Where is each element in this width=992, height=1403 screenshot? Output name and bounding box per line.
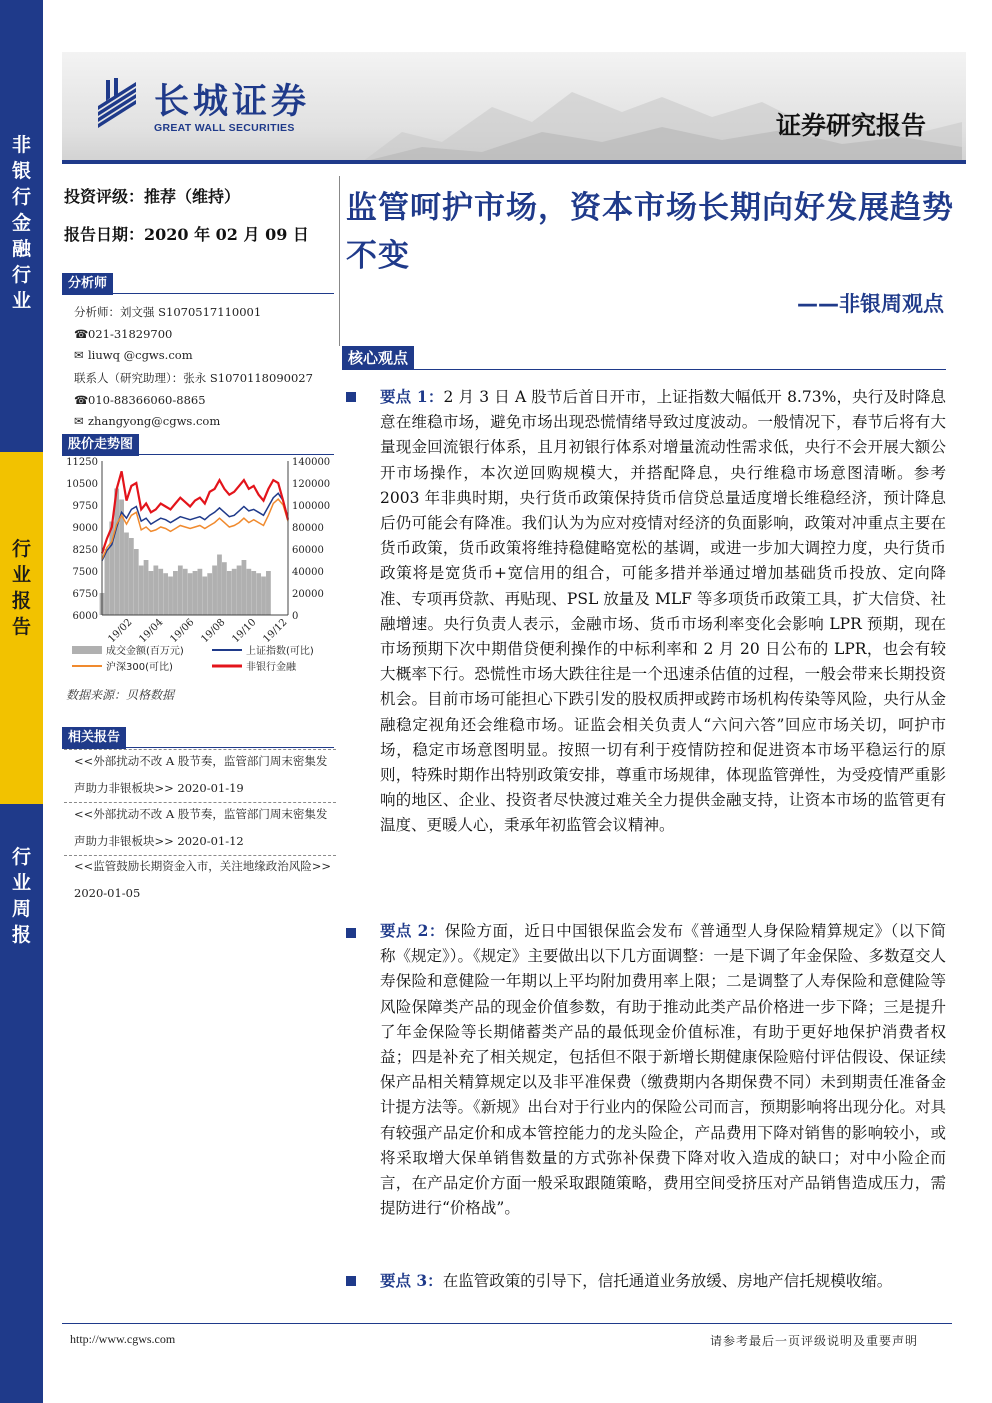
volume-bar (246, 569, 251, 615)
y-left-tick-label: 11250 (66, 457, 98, 468)
side-label-char: 报 (11, 924, 31, 946)
report-subtitle: ——非银周观点 (797, 292, 944, 316)
side-label-char: 行 (11, 538, 31, 560)
volume-bar (212, 566, 217, 616)
contact-email (74, 414, 220, 428)
legend-label: 沪深300(可比) (106, 662, 173, 673)
price-trend-chart (62, 453, 342, 681)
envelope-icon: ✉ (74, 414, 84, 428)
volume-bar (153, 566, 158, 616)
volume-bar (134, 549, 139, 615)
core-views-heading-label: 核心观点 (342, 346, 414, 370)
side-label-char: 银 (11, 160, 31, 182)
key-point-3-text: 在监管政策的引导下，信托通道业务放缓、房地产信托规模收缩。 (442, 1272, 893, 1290)
analyst-heading-label: 分析师 (62, 273, 113, 295)
volume-bar (217, 555, 222, 616)
y-left-tick-label: 6750 (72, 589, 98, 600)
x-tick-label: 19/10 (230, 616, 259, 646)
x-tick-label: 19/08 (199, 616, 228, 646)
volume-bar (251, 571, 256, 615)
y-left-tick-label: 8250 (72, 545, 98, 556)
y-right-tick-label: 40000 (292, 567, 324, 578)
analyst-phone (74, 327, 172, 341)
volume-bar (144, 560, 149, 615)
data-source: 数据来源：贝格数据 (66, 688, 175, 702)
contact-phone (74, 393, 206, 407)
side-label-char: 告 (11, 616, 31, 638)
volume-bar (149, 571, 154, 615)
side-label-char: 行 (11, 846, 31, 868)
y-left-tick-label: 10500 (66, 479, 98, 490)
phone-icon: ☎ (74, 393, 89, 407)
volume-bar (105, 549, 110, 615)
core-views-heading (342, 346, 946, 370)
volume-bar (207, 573, 212, 615)
analyst-phone-number: 021-31829700 (88, 327, 173, 341)
contact-email-address: zhangyong@cgws.com (88, 414, 221, 428)
side-label-industry (0, 0, 43, 452)
legend-swatch (72, 646, 102, 654)
legend-label: 成交金额(百万元) (106, 646, 184, 657)
y-left-tick-label: 9750 (72, 501, 98, 512)
contact-name: 联系人（研究助理）：张永 S1070118090027 (74, 371, 313, 385)
volume-bar (261, 577, 266, 616)
y-left-tick-label: 7500 (72, 567, 98, 578)
volume-bar (124, 533, 129, 616)
volume-bar (163, 573, 168, 615)
phone-icon: ☎ (74, 327, 89, 341)
related-reports-heading-label: 相关报告 (62, 727, 126, 749)
y-left-tick-label: 9000 (72, 523, 98, 534)
key-point-2-text: 保险方面，近日中国银保监会发布《普通型人身保险精算规定》（以下简称《规定》）。《规定》主要做出以下几方面调整：一是下调了年金保险、多数趸交人寿保险和意健险一年期以上平均附加费用率上限；二是调整了人寿保险和意健险等风险保障类产品的现金价值参数，有助于推动此类产品价格进一步下降；三是提升了年金保险等长期储蓄类产品的最低现金价值标准，有助于更好地保护消费者权益；四是补充了相关规定，包括但不限于新增长期健康保险赔付评估假设、保证续保产品相关精算规定以及非平准保费（缴费期内各期保费不同）未到期责任准备金计提方法等。《新规》出台对于行业内的保险公司而言，预期影响将出现分化。对具有较强产品定价和成本管控能力的龙头险企，产品费用下降对销售的影响较小，或将采取增大保单销售数量的方式弥补保费下降对收入造成的缺口；对中小险企而言，在产品定价方面一般采取跟随策略，费用空间受挤压对产品销售造成压力，需提防进行“价格战”。 (380, 922, 946, 1218)
y-left-tick-label: 6000 (72, 611, 98, 622)
header-banner (62, 52, 966, 162)
logo-english-name: GREAT WALL SECURITIES (154, 122, 295, 134)
logo-chinese-name: 长城证券 (154, 82, 311, 122)
side-label-report-type (0, 452, 43, 804)
footer-rule (62, 1323, 952, 1324)
side-label-char: 金 (11, 212, 31, 234)
price-chart-heading-label: 股价走势图 (62, 434, 139, 456)
analyst-section-heading (62, 272, 334, 294)
report-type-label: 证券研究报告 (775, 111, 926, 140)
volume-bar (227, 571, 232, 615)
volume-bar (178, 566, 183, 616)
great-wall-logo-icon (96, 76, 138, 132)
side-label-char: 业 (11, 290, 31, 312)
x-tick-label: 19/06 (168, 616, 197, 646)
report-title: 监管呵护市场，资本市场长期向好发展趋势不变 (346, 190, 954, 274)
x-tick-label: 19/04 (137, 616, 166, 646)
volume-bar (193, 571, 198, 615)
side-label-char: 非 (11, 134, 31, 156)
volume-bar (188, 573, 193, 615)
key-point-2 (380, 918, 946, 1221)
side-band (0, 0, 43, 1403)
square-bullet-icon (346, 928, 356, 938)
volume-bar (168, 577, 173, 616)
key-point-1-text: 2 月 3 日 A 股节后首日开市，上证指数大幅低开 8.73%，央行及时降息意在维稳市场，避免市场出现恐慌情绪导致过度波动。一般情况下，春节后将有大量现金回流银行体系，且月初银行体系对增量流动性需求低，央行不会开展大额公开市场操作，本次逆回购规模大，并搭配降息，央行维稳市场意图清晰。参考 2003 年非典时期，央行货币政策保持货币信贷总量适度增长维稳经济，预计降息后仍可能会有降准。我们认为为应对疫情对经济的负面影响，政策对冲重点主要在货币政策，货币政策将维持稳健略宽松的基调，或进一步加大调控力度，央行货币政策将是宽货币+宽信用的组合，可能多措并举通过增加基础货币投放、定向降准、专项再贷款、再贴现、PSL 放量及 MLF 等多项货币政策工具，扩大信贷、社融增速。央行负责人表示，金融市场、货币市场利率变化会影响 LPR 预期，现在市场预期下次中期借贷便利操作的中标利率和 2 月 20 日公布的 LPR，也会有较大概率下行。恐慌性市场大跌往往是一个迅速杀估值的过程，一般会带来长期投资机会。目前市场可能担心下跌引发的股权质押或跨市场机构传染等风险，央行从金融稳定视角还会维稳市场。证监会相关负责人“六问六答”回应市场关切，呵护市场，稳定市场意图明显。按照一切有利于疫情防控和促进资本市场平稳运行的原则，特殊时期作出特别政策安排，尊重市场规律，体现监管弹性，为受疫情严重影响的地区、企业、投资者尽快渡过难关全力提供金融支持，让资本市场的监管更有温度、更暖人心，秉承年初监管会议精神。 (380, 388, 946, 835)
side-label-char: 周 (11, 898, 31, 920)
volume-bar (158, 569, 163, 615)
price-chart-heading (62, 433, 334, 455)
key-point-1-label: 要点 1： (380, 387, 444, 406)
legend-label: 上证指数(可比) (246, 646, 314, 657)
key-point-2-label: 要点 2： (380, 921, 445, 940)
related-report-item[interactable]: <<外部扰动不改 A 股节奏，监管部门周末密集发声助力非银板块>> 2020-01-12 (74, 807, 328, 848)
volume-bar (237, 566, 242, 616)
side-label-char: 行 (11, 264, 31, 286)
side-label-char: 业 (11, 872, 31, 894)
volume-bar (198, 569, 203, 615)
y-right-tick-label: 0 (292, 611, 299, 622)
side-label-char: 行 (11, 186, 31, 208)
y-right-tick-label: 100000 (292, 501, 331, 512)
side-label-char: 报 (11, 590, 31, 612)
side-label-char: 融 (11, 238, 31, 260)
y-right-tick-label: 140000 (292, 457, 331, 468)
volume-bar (183, 569, 188, 615)
footer-website-link[interactable]: http://www.cgws.com (70, 1332, 176, 1346)
side-label-weekly (0, 804, 43, 1403)
related-reports-heading (62, 726, 334, 748)
square-bullet-icon (346, 1276, 356, 1286)
header-rule (62, 160, 966, 164)
volume-bar (242, 560, 247, 615)
x-tick-label: 19/02 (106, 616, 135, 646)
volume-bar (222, 562, 227, 615)
y-right-tick-label: 60000 (292, 545, 324, 556)
volume-bar (129, 538, 134, 615)
key-point-1 (380, 384, 946, 839)
volume-bar (232, 569, 237, 615)
y-right-tick-label: 120000 (292, 479, 331, 490)
report-date: 报告日期：2020 年 02 月 09 日 (64, 225, 309, 244)
footer-disclaimer-note: 请参考最后一页评级说明及重要声明 (709, 1334, 918, 1348)
volume-bar (173, 571, 178, 615)
volume-bar (266, 571, 271, 615)
investment-rating: 投资评级：推荐（维持） (64, 187, 241, 206)
analyst-email-address: liuwq @cgws.com (88, 348, 193, 362)
y-right-tick-label: 20000 (292, 589, 324, 600)
related-report-item[interactable]: <<外部扰动不改 A 股节奏，监管部门周末密集发声助力非银板块>> 2020-01-19 (74, 754, 328, 795)
related-report-item[interactable]: <<监管鼓励长期资金入市，关注地缘政治风险>> 2020-01-05 (74, 859, 332, 900)
analyst-name: 分析师：刘文强 S1070517110001 (74, 305, 262, 319)
analyst-email (74, 348, 193, 362)
y-right-tick-label: 80000 (292, 523, 324, 534)
square-bullet-icon (346, 392, 356, 402)
envelope-icon: ✉ (74, 348, 84, 362)
side-label-char: 业 (11, 564, 31, 586)
contact-phone-number: 010-88366060-8865 (88, 393, 206, 407)
volume-bar (256, 573, 261, 615)
column-divider (339, 176, 340, 346)
key-point-3-label: 要点 3： (380, 1271, 443, 1290)
volume-bar (139, 566, 144, 616)
legend-label: 非银行金融 (246, 662, 296, 673)
volume-bar (202, 577, 207, 616)
key-point-3 (380, 1268, 946, 1294)
x-tick-label: 19/12 (261, 616, 290, 646)
